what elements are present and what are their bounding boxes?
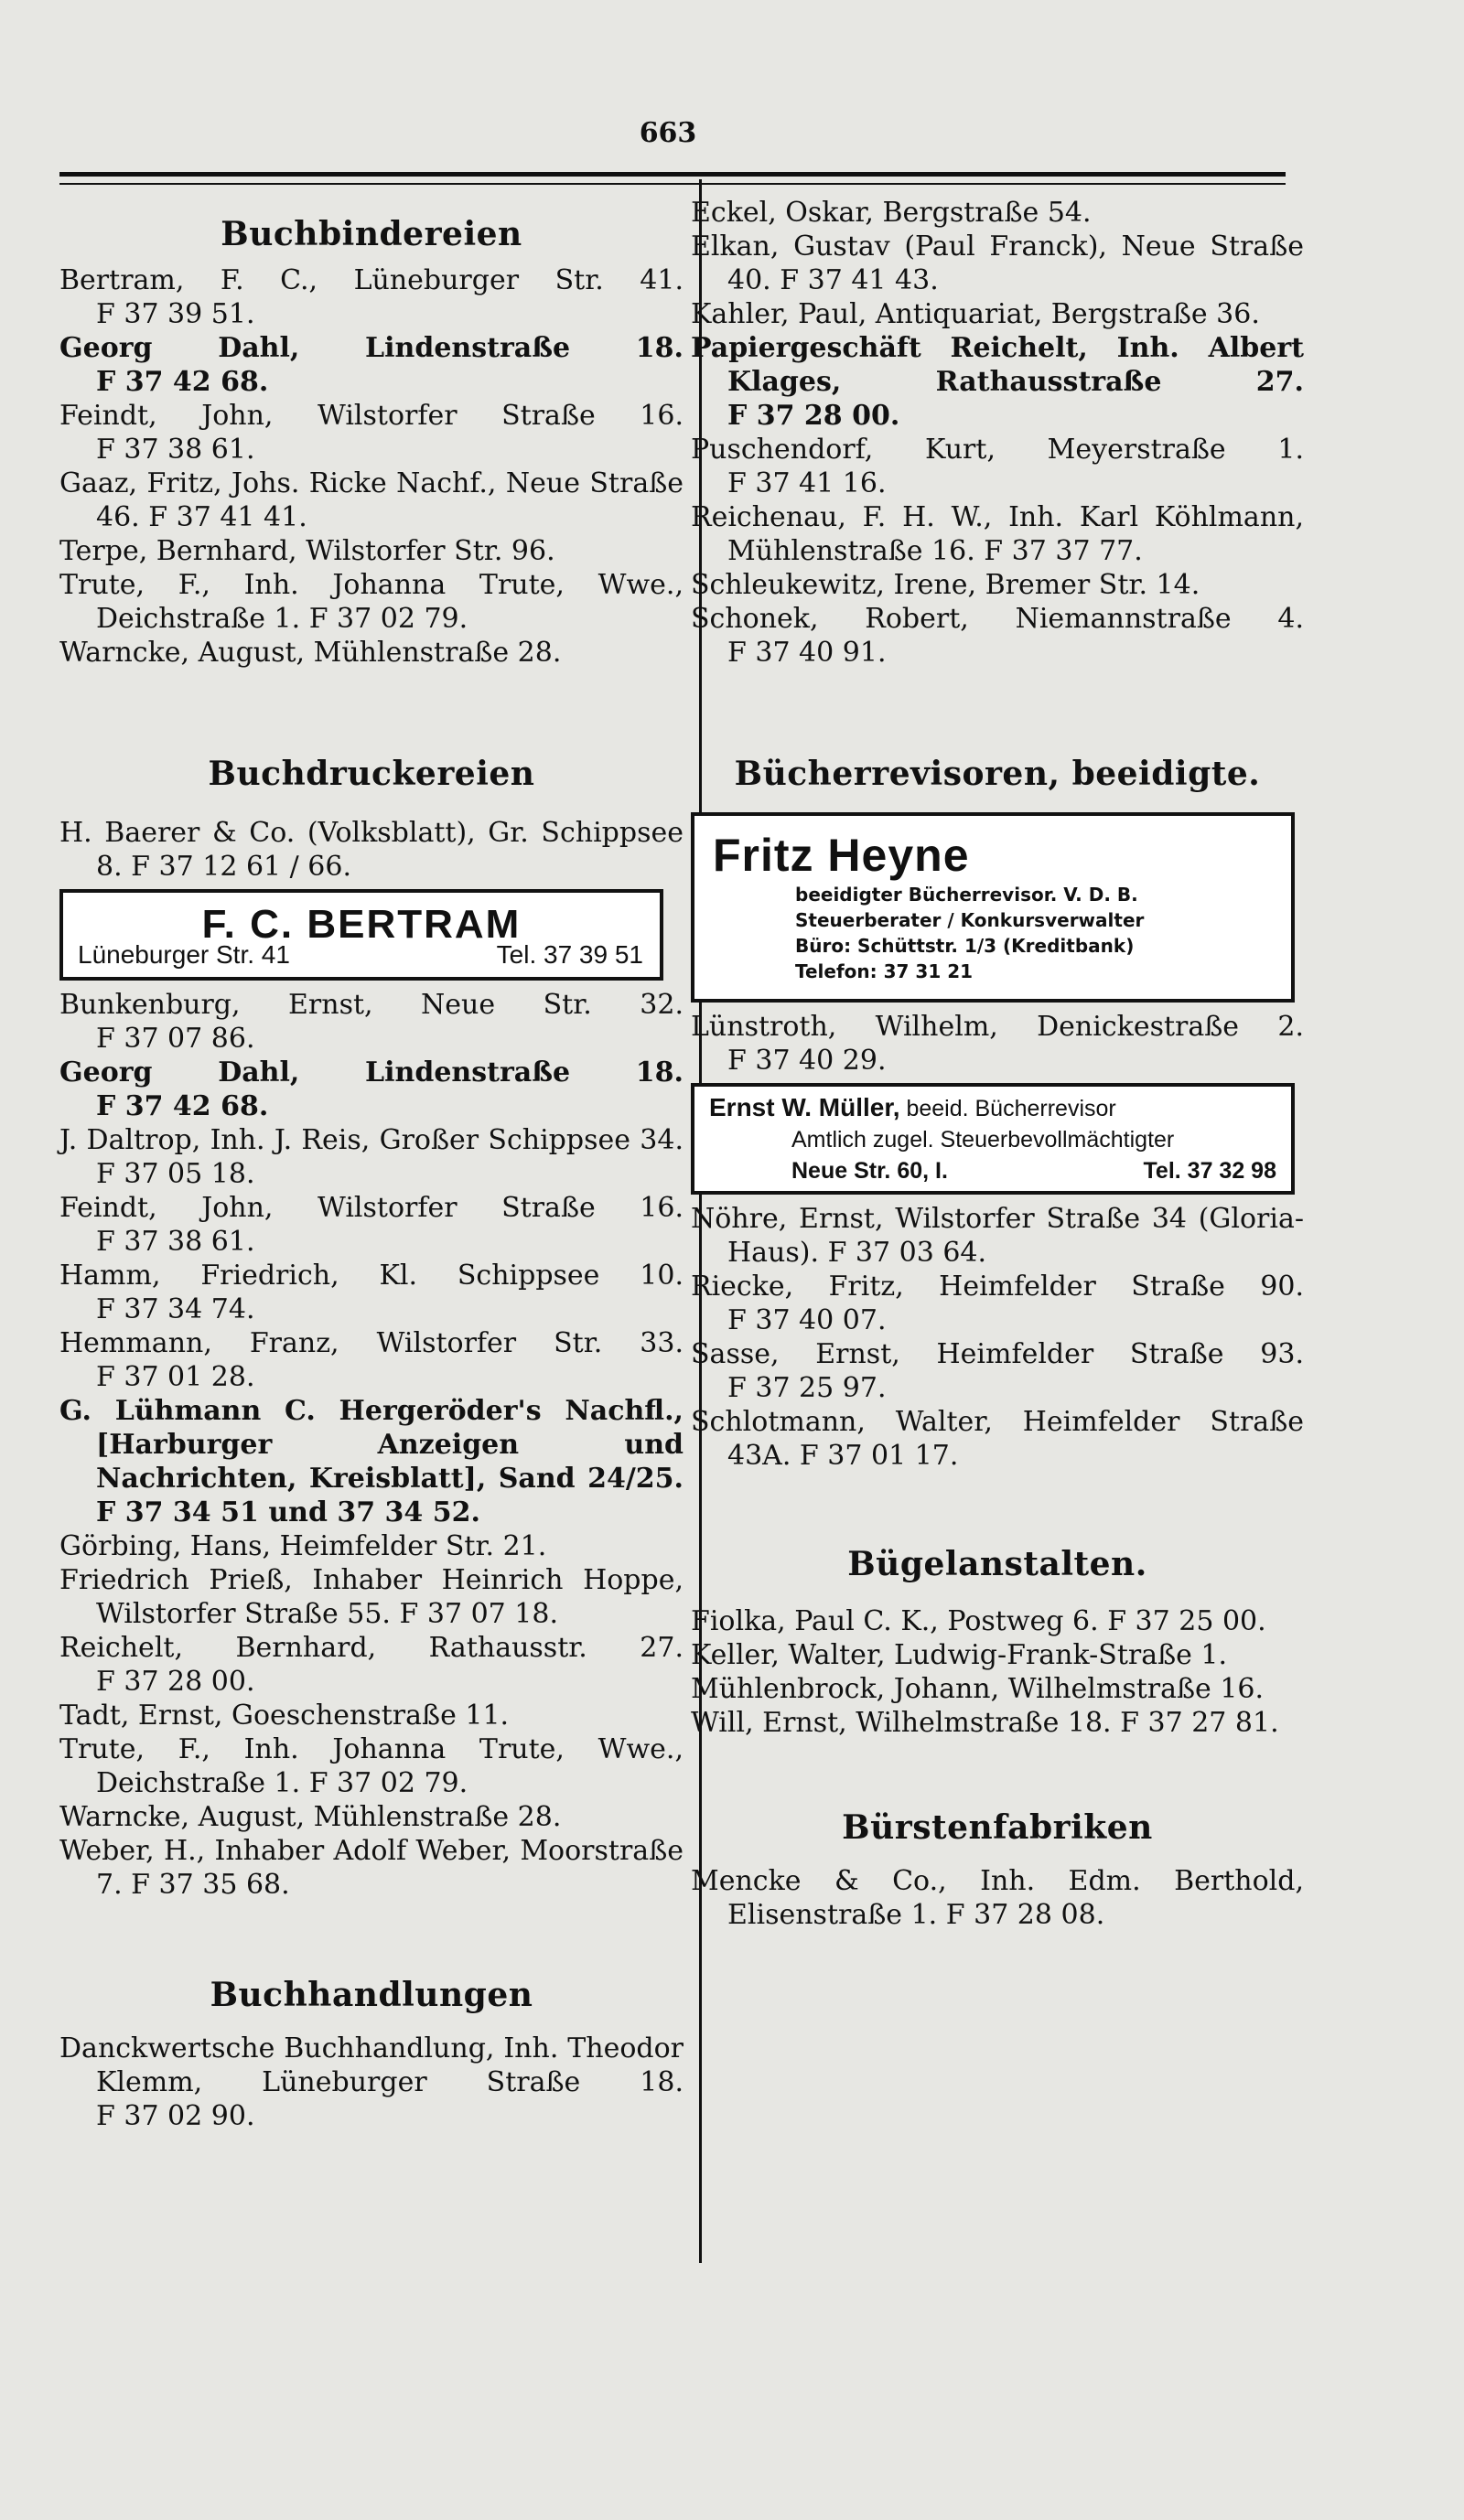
ad-address: Neue Str. 60, I.	[791, 1158, 948, 1184]
directory-entry	[691, 1337, 1304, 1405]
section-heading: Buchdruckereien	[208, 755, 535, 793]
directory-entry	[691, 1010, 1304, 1078]
entry-phone: F 37 38 61.	[96, 1226, 255, 1258]
entry-text: Warncke, August, Mühlenstraße 28.	[59, 637, 562, 669]
entry-phone: F 37 39 51.	[96, 298, 255, 330]
section-entries	[59, 816, 684, 884]
section-entries	[59, 2032, 684, 2133]
entry-phone: F 37 28 00.	[96, 1666, 255, 1698]
directory-entry	[59, 1563, 684, 1631]
entry-text: G. Lühmann C. Hergeröder's Nachfl., [Harburger Anzeigen und Nachrichten, Kreisblatt], Sand 24/25.	[59, 1395, 684, 1495]
directory-entry	[691, 297, 1304, 331]
entry-phone: F 37 25 97.	[727, 1372, 887, 1404]
directory-entry	[59, 263, 684, 331]
ad-line: Telefon: 37 31 21	[795, 960, 974, 982]
ad-line	[709, 1092, 1276, 1124]
ad-title: beeid. Bücherrevisor	[906, 1096, 1116, 1121]
directory-entry	[59, 399, 684, 466]
ad-line: Amtlich zugel. Steuerbevollmächtigter	[791, 1127, 1175, 1153]
entry-text: Reichenau, F. H. W., Inh. Karl Köhlmann, Mühlenstraße 16.	[691, 501, 1304, 567]
directory-entry	[691, 433, 1304, 500]
section-heading: Bücherrevisoren, beeidigte.	[734, 755, 1261, 793]
entry-text: Kahler, Paul, Antiquariat, Bergstraße 36.	[691, 298, 1260, 330]
entry-text: Sasse, Ernst, Heimfelder Straße 93.	[691, 1338, 1304, 1370]
entry-phone: F 37 38 61.	[96, 434, 255, 466]
entry-text: H. Baerer & Co. (Volksblatt), Gr. Schippsee 8.	[59, 817, 684, 883]
entry-text: Schlotmann, Walter, Heimfelder Straße 43A.	[691, 1406, 1304, 1472]
directory-entry	[691, 1270, 1304, 1337]
directory-entry	[691, 1202, 1304, 1270]
directory-entry	[59, 466, 684, 534]
entry-text: Georg Dahl, Lindenstraße 18.	[59, 1056, 684, 1088]
directory-entry	[691, 1706, 1304, 1740]
directory-entry	[59, 636, 684, 670]
section-heading: Bürstenfabriken	[842, 1808, 1153, 1847]
entry-phone: F 37 27 81.	[1120, 1707, 1279, 1739]
ad-line: Steuerberater / Konkursverwalter	[795, 909, 1145, 931]
directory-entry	[691, 1864, 1304, 1932]
entry-phone: F 37 02 79.	[308, 1767, 468, 1799]
entry-text: Warncke, August, Mühlenstraße 28.	[59, 1801, 562, 1833]
header-rule-thin	[59, 183, 1286, 185]
entry-phone: F 37 40 91.	[727, 637, 887, 669]
entry-phone: F 37 41 43.	[780, 264, 939, 296]
directory-entry	[691, 331, 1304, 433]
entry-text: Puschendorf, Kurt, Meyerstraße 1.	[691, 434, 1304, 466]
entry-text: Feindt, John, Wilstorfer Straße 16.	[59, 400, 684, 432]
advertisement-mueller	[691, 1083, 1295, 1195]
entry-text: Mencke & Co., Inh. Edm. Berthold, Elisenstraße 1.	[691, 1865, 1304, 1931]
entry-phone: F 37 41 41.	[148, 501, 307, 533]
entry-text: Trute, F., Inh. Johanna Trute, Wwe., Deichstraße 1.	[59, 569, 684, 635]
directory-entry	[59, 1834, 684, 1902]
entry-text: Weber, H., Inhaber Adolf Weber, Moorstraße 7.	[59, 1835, 684, 1901]
entry-phone: F 37 34 74.	[96, 1293, 255, 1325]
directory-entry	[59, 1326, 684, 1394]
entry-phone: F 37 02 79.	[308, 603, 468, 635]
directory-entry	[59, 2032, 684, 2133]
entry-text: Tadt, Ernst, Goeschenstraße 11.	[59, 1700, 510, 1732]
ad-telephone: Tel. 37 39 51	[496, 940, 643, 969]
directory-entry	[59, 1529, 684, 1563]
entry-text: Keller, Walter, Ludwig-Frank-Straße 1.	[691, 1639, 1228, 1671]
entry-text: Eckel, Oskar, Bergstraße 54.	[691, 197, 1092, 229]
entry-text: Görbing, Hans, Heimfelder Str. 21.	[59, 1530, 547, 1562]
entry-text: Feindt, John, Wilstorfer Straße 16.	[59, 1192, 684, 1224]
left-column	[59, 196, 684, 2133]
ad-company-name: Ernst W. Müller,	[709, 1093, 900, 1121]
directory-entry	[59, 1191, 684, 1259]
entry-text: Schonek, Robert, Niemannstraße 4.	[691, 603, 1304, 635]
ad-line: beeidigter Bücherrevisor. V. D. B.	[795, 884, 1138, 906]
directory-entry	[59, 1699, 684, 1732]
section-heading: Bügelanstalten.	[847, 1545, 1147, 1583]
entry-text: Gaaz, Fritz, Johs. Ricke Nachf., Neue Straße 46.	[59, 467, 684, 533]
entry-phone: F 37 37 77.	[984, 535, 1143, 567]
section-entries	[59, 988, 684, 1902]
entry-text: Schleukewitz, Irene, Bremer Str. 14.	[691, 569, 1200, 601]
directory-entry	[59, 1631, 684, 1699]
advertisement-bertram	[59, 889, 663, 981]
entry-phone: F 37 05 18.	[96, 1158, 255, 1190]
entry-text: Papiergeschäft Reichelt, Inh. Albert Klages, Rathausstraße 27.	[691, 332, 1304, 398]
directory-entry	[691, 1672, 1304, 1706]
entry-text: Lünstroth, Wilhelm, Denickestraße 2.	[691, 1011, 1304, 1043]
directory-entry	[59, 568, 684, 636]
entry-phone: F 37 01 17.	[799, 1440, 959, 1472]
page-number: 663	[639, 117, 697, 149]
section-entries	[691, 1202, 1304, 1473]
entry-phone: F 37 41 16.	[727, 467, 887, 499]
ad-address: Lüneburger Str. 41	[78, 940, 290, 969]
entry-text: Friedrich Prieß, Inhaber Heinrich Hoppe, Wilstorfer Straße 55.	[59, 1564, 684, 1630]
section-entries	[691, 1604, 1304, 1740]
entry-text: Bunkenburg, Ernst, Neue Str. 32.	[59, 989, 684, 1021]
ad-line: Büro: Schüttstr. 1/3 (Kreditbank)	[795, 935, 1135, 957]
entry-phone: F 37 03 64.	[827, 1237, 987, 1269]
entry-text: Bertram, F. C., Lüneburger Str. 41.	[59, 264, 684, 296]
directory-entry	[691, 500, 1304, 568]
entry-text: Will, Ernst, Wilhelmstraße 18.	[691, 1707, 1112, 1739]
entry-phone: F 37 07 86.	[96, 1023, 255, 1055]
directory-entry	[59, 1394, 684, 1529]
directory-entry	[691, 196, 1304, 230]
directory-entry	[691, 1604, 1304, 1638]
entry-text: Danckwertsche Buchhandlung, Inh. Theodor Klemm, Lüneburger Straße 18.	[59, 2032, 684, 2098]
ad-telephone: Tel. 37 32 98	[1143, 1158, 1276, 1184]
section-heading: Buchhandlungen	[210, 1976, 533, 2014]
entry-phone: F 37 25 00.	[1107, 1605, 1266, 1637]
entry-phone: F 37 42 68.	[96, 1090, 269, 1122]
entry-text: Nöhre, Ernst, Wilstorfer Straße 34 (Gloria-Haus).	[691, 1203, 1304, 1269]
section-entries	[59, 263, 684, 670]
entry-phone: F 37 07 18.	[399, 1598, 558, 1630]
entry-phone: F 37 01 28.	[96, 1361, 255, 1393]
ad-line	[709, 1155, 1276, 1186]
directory-entry	[59, 331, 684, 399]
entry-text: Hemmann, Franz, Wilstorfer Str. 33.	[59, 1327, 684, 1359]
section-entries	[691, 1864, 1304, 1932]
right-column	[691, 196, 1304, 1932]
entry-text: J. Daltrop, Inh. J. Reis, Großer Schippsee 34.	[59, 1124, 684, 1156]
ad-company-name: F. C. BERTRAM	[201, 902, 522, 947]
entry-phone: F 37 28 00.	[727, 400, 900, 432]
entry-phone: F 37 02 90.	[96, 2100, 255, 2132]
entry-text: Georg Dahl, Lindenstraße 18.	[59, 332, 684, 364]
ad-company-name: Fritz Heyne	[713, 830, 970, 881]
entry-phone: F 37 12 61 / 66.	[131, 851, 352, 883]
directory-entry	[59, 534, 684, 568]
entry-phone: F 37 42 68.	[96, 366, 269, 398]
directory-entry	[691, 568, 1304, 602]
section-heading: Buchbindereien	[221, 215, 522, 253]
header-rule	[59, 172, 1286, 177]
entry-phone: F 37 28 08.	[945, 1899, 1105, 1931]
entry-text: Mühlenbrock, Johann, Wilhelmstraße 16.	[691, 1673, 1265, 1705]
entry-text: Trute, F., Inh. Johanna Trute, Wwe., Deichstraße 1.	[59, 1733, 684, 1799]
advertisement-heyne	[691, 812, 1295, 1003]
section-entries	[691, 196, 1304, 670]
section-entries	[691, 1010, 1304, 1078]
directory-entry	[691, 1405, 1304, 1473]
directory-entry	[691, 1638, 1304, 1672]
directory-entry	[59, 816, 684, 884]
directory-entry	[59, 1056, 684, 1123]
directory-entry	[691, 230, 1304, 297]
entry-phone: F 37 40 29.	[727, 1045, 887, 1077]
entry-text: Hamm, Friedrich, Kl. Schippsee 10.	[59, 1260, 684, 1292]
entry-phone: F 37 35 68.	[131, 1869, 290, 1901]
entry-text: Fiolka, Paul C. K., Postweg 6.	[691, 1605, 1099, 1637]
entry-text: Reichelt, Bernhard, Rathausstr. 27.	[59, 1632, 684, 1664]
entry-phone: F 37 40 07.	[727, 1304, 887, 1336]
entry-text: Terpe, Bernhard, Wilstorfer Str. 96.	[59, 535, 555, 567]
directory-entry	[59, 1732, 684, 1800]
entry-text: Elkan, Gustav (Paul Franck), Neue Straße 40.	[691, 231, 1304, 296]
directory-entry	[691, 602, 1304, 670]
directory-entry	[59, 1123, 684, 1191]
directory-entry	[59, 988, 684, 1056]
entry-phone: F 37 34 51 und 37 34 52.	[96, 1496, 480, 1528]
entry-text: Riecke, Fritz, Heimfelder Straße 90.	[691, 1271, 1304, 1303]
directory-entry	[59, 1259, 684, 1326]
directory-entry	[59, 1800, 684, 1834]
